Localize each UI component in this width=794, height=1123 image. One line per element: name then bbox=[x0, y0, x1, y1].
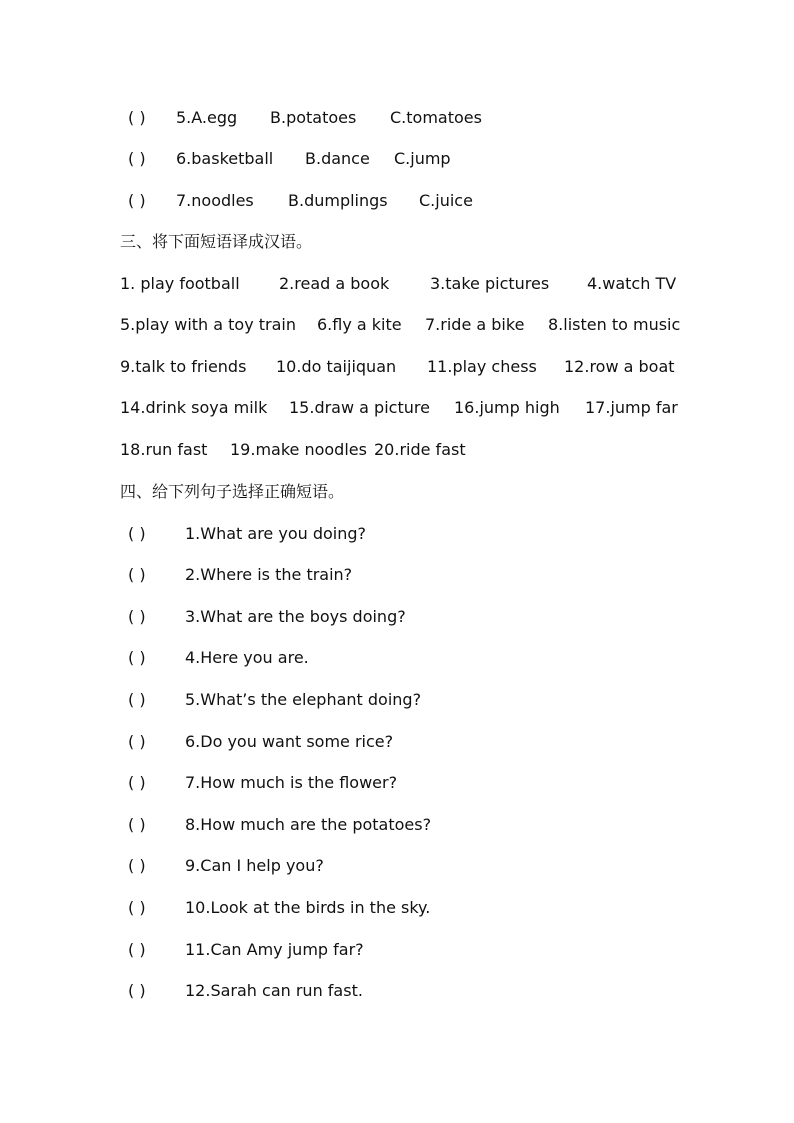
phrase-item: 15.draw a picture bbox=[289, 398, 430, 417]
phrase-item: 11.play chess bbox=[427, 357, 537, 376]
phrase-item: 10.do taijiquan bbox=[276, 357, 397, 376]
option-a: 5.A.egg bbox=[176, 108, 238, 127]
answer-paren[interactable]: ( ) bbox=[128, 524, 146, 543]
sentence-item bbox=[0, 771, 794, 795]
phrase-row bbox=[0, 438, 794, 462]
phrase-item: 8.listen to music bbox=[548, 315, 681, 334]
section-heading: 四、给下列句子选择正确短语。 bbox=[120, 482, 345, 501]
option-c: C.jump bbox=[394, 149, 451, 168]
sentence-item bbox=[0, 938, 794, 962]
sentence-item bbox=[0, 854, 794, 878]
answer-paren[interactable]: ( ) bbox=[128, 149, 146, 168]
mc-item bbox=[0, 189, 794, 213]
phrase-item: 18.run fast bbox=[120, 440, 208, 459]
phrase-item: 16.jump high bbox=[454, 398, 560, 417]
sentence-text: 5.What’s the elephant doing? bbox=[185, 690, 422, 709]
answer-paren[interactable]: ( ) bbox=[128, 856, 146, 875]
sentence-text: 2.Where is the train? bbox=[185, 565, 353, 584]
sentence-item bbox=[0, 605, 794, 629]
sentence-item bbox=[0, 896, 794, 920]
phrase-item: 20.ride fast bbox=[374, 440, 466, 459]
sentence-item bbox=[0, 688, 794, 712]
sentence-text: 10.Look at the birds in the sky. bbox=[185, 898, 431, 917]
phrase-item: 1. play football bbox=[120, 274, 240, 293]
phrase-item: 7.ride a bike bbox=[425, 315, 525, 334]
phrase-item: 4.watch TV bbox=[587, 274, 677, 293]
sentence-text: 4.Here you are. bbox=[185, 648, 309, 667]
answer-paren[interactable]: ( ) bbox=[128, 648, 146, 667]
phrase-item: 2.read a book bbox=[279, 274, 390, 293]
phrase-item: 3.take pictures bbox=[430, 274, 550, 293]
answer-paren[interactable]: ( ) bbox=[128, 981, 146, 1000]
answer-paren[interactable]: ( ) bbox=[128, 607, 146, 626]
phrase-row bbox=[0, 355, 794, 379]
answer-paren[interactable]: ( ) bbox=[128, 773, 146, 792]
option-c: C.juice bbox=[419, 191, 473, 210]
sentence-text: 12.Sarah can run fast. bbox=[185, 981, 363, 1000]
option-b: B.potatoes bbox=[270, 108, 357, 127]
sentence-item bbox=[0, 979, 794, 1003]
sentence-item bbox=[0, 730, 794, 754]
sentence-item bbox=[0, 813, 794, 837]
phrase-item: 17.jump far bbox=[585, 398, 678, 417]
sentence-item bbox=[0, 563, 794, 587]
mc-item bbox=[0, 106, 794, 130]
phrase-row bbox=[0, 396, 794, 420]
answer-paren[interactable]: ( ) bbox=[128, 898, 146, 917]
phrase-item: 14.drink soya milk bbox=[120, 398, 268, 417]
answer-paren[interactable]: ( ) bbox=[128, 690, 146, 709]
sentence-text: 7.How much is the flower? bbox=[185, 773, 398, 792]
answer-paren[interactable]: ( ) bbox=[128, 191, 146, 210]
sentence-text: 1.What are you doing? bbox=[185, 524, 367, 543]
phrase-item: 12.row a boat bbox=[564, 357, 675, 376]
phrase-item: 5.play with a toy train bbox=[120, 315, 297, 334]
sentence-text: 6.Do you want some rice? bbox=[185, 732, 394, 751]
phrase-row bbox=[0, 313, 794, 337]
phrase-item: 19.make noodles bbox=[230, 440, 367, 459]
sentence-item bbox=[0, 646, 794, 670]
section-heading: 三、将下面短语译成汉语。 bbox=[120, 232, 313, 251]
option-a: 7.noodles bbox=[176, 191, 254, 210]
phrase-item: 9.talk to friends bbox=[120, 357, 247, 376]
sentence-text: 11.Can Amy jump far? bbox=[185, 940, 364, 959]
sentence-text: 8.How much are the potatoes? bbox=[185, 815, 432, 834]
sentence-text: 3.What are the boys doing? bbox=[185, 607, 406, 626]
option-b: B.dumplings bbox=[288, 191, 388, 210]
answer-paren[interactable]: ( ) bbox=[128, 108, 146, 127]
option-b: B.dance bbox=[305, 149, 370, 168]
sentence-item bbox=[0, 522, 794, 546]
answer-paren[interactable]: ( ) bbox=[128, 732, 146, 751]
phrase-item: 6.fly a kite bbox=[317, 315, 402, 334]
answer-paren[interactable]: ( ) bbox=[128, 815, 146, 834]
answer-paren[interactable]: ( ) bbox=[128, 565, 146, 584]
mc-item bbox=[0, 147, 794, 171]
option-c: C.tomatoes bbox=[390, 108, 482, 127]
answer-paren[interactable]: ( ) bbox=[128, 940, 146, 959]
phrase-row bbox=[0, 272, 794, 296]
option-a: 6.basketball bbox=[176, 149, 274, 168]
sentence-text: 9.Can I help you? bbox=[185, 856, 324, 875]
